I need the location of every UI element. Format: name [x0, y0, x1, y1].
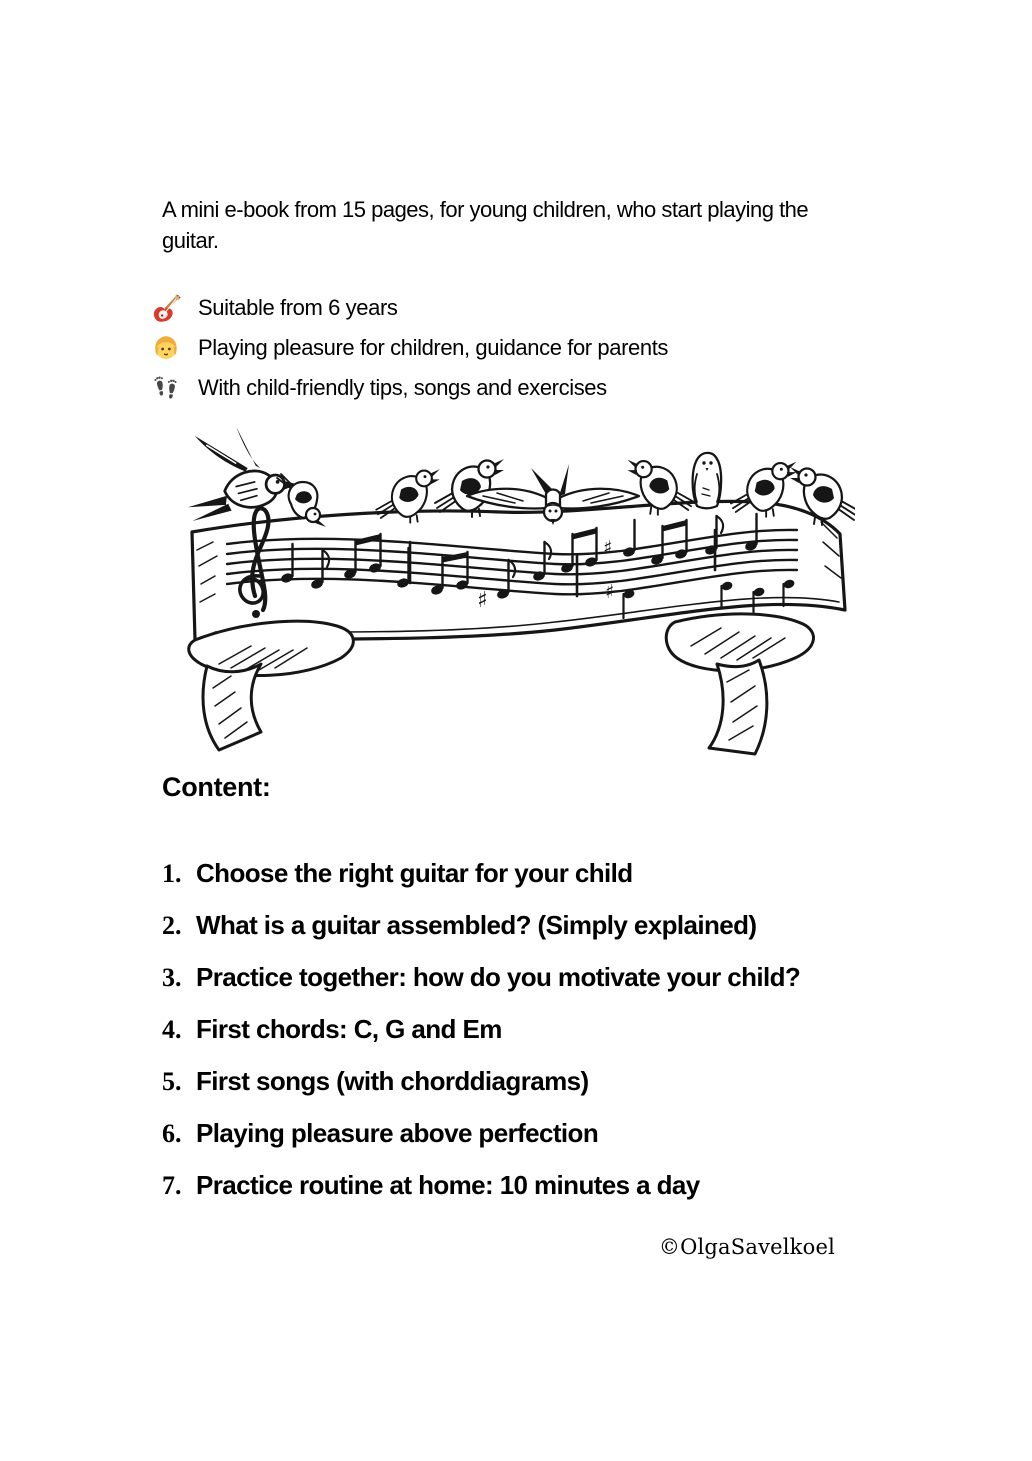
feature-text: Suitable from 6 years: [198, 295, 398, 320]
intro-paragraph: A mini e-book from 15 pages, for young children, who start playing the guitar.: [162, 197, 809, 253]
toc-text: Playing pleasure above perfection: [196, 1118, 599, 1148]
toc-number: 6.: [162, 1119, 182, 1148]
toc-item-6: [162, 1118, 800, 1148]
child-icon: [152, 333, 186, 363]
toc-number: 2.: [162, 911, 182, 940]
sharp-sign: ♯: [477, 588, 488, 613]
birds-banner-illustration: [155, 426, 855, 764]
toc-item-4: [162, 1014, 800, 1044]
toc-number: 7.: [162, 1171, 182, 1200]
sharp-sign: ♯: [605, 581, 615, 603]
toc-number: 4.: [162, 1015, 182, 1044]
feature-list: [152, 288, 668, 408]
guitar-icon: [152, 293, 186, 323]
feature-item-suitable-age: [152, 288, 668, 328]
toc-number: 3.: [162, 963, 182, 992]
toc-text: Practice together: how do you motivate your child?: [196, 962, 801, 992]
toc-item-2: [162, 910, 800, 940]
toc-number: 1.: [162, 859, 182, 888]
sharp-sign: ♯: [603, 537, 613, 559]
toc-text: Choose the right guitar for your child: [196, 858, 633, 888]
content-heading: Content:: [162, 772, 271, 802]
toc-item-1: [162, 858, 800, 888]
toc-number: 5.: [162, 1067, 182, 1096]
copyright-credit: ©OlgaSavelkoel: [658, 1235, 835, 1259]
feature-text: Playing pleasure for children, guidance for parents: [198, 335, 669, 360]
feature-item-tips-songs: [152, 368, 668, 408]
toc-item-7: [162, 1170, 800, 1200]
toc-item-5: [162, 1066, 800, 1096]
feature-item-playing-pleasure: [152, 328, 668, 368]
toc-item-3: [162, 962, 800, 992]
feature-text: With child-friendly tips, songs and exercises: [198, 375, 607, 400]
toc-text: Practice routine at home: 10 minutes a day: [196, 1170, 700, 1200]
footprints-icon: [152, 373, 186, 403]
toc-text: First chords: C, G and Em: [196, 1014, 502, 1044]
table-of-contents: [162, 858, 800, 1200]
toc-text: First songs (with chorddiagrams): [196, 1066, 589, 1096]
toc-text: What is a guitar assembled? (Simply explained): [196, 910, 757, 940]
